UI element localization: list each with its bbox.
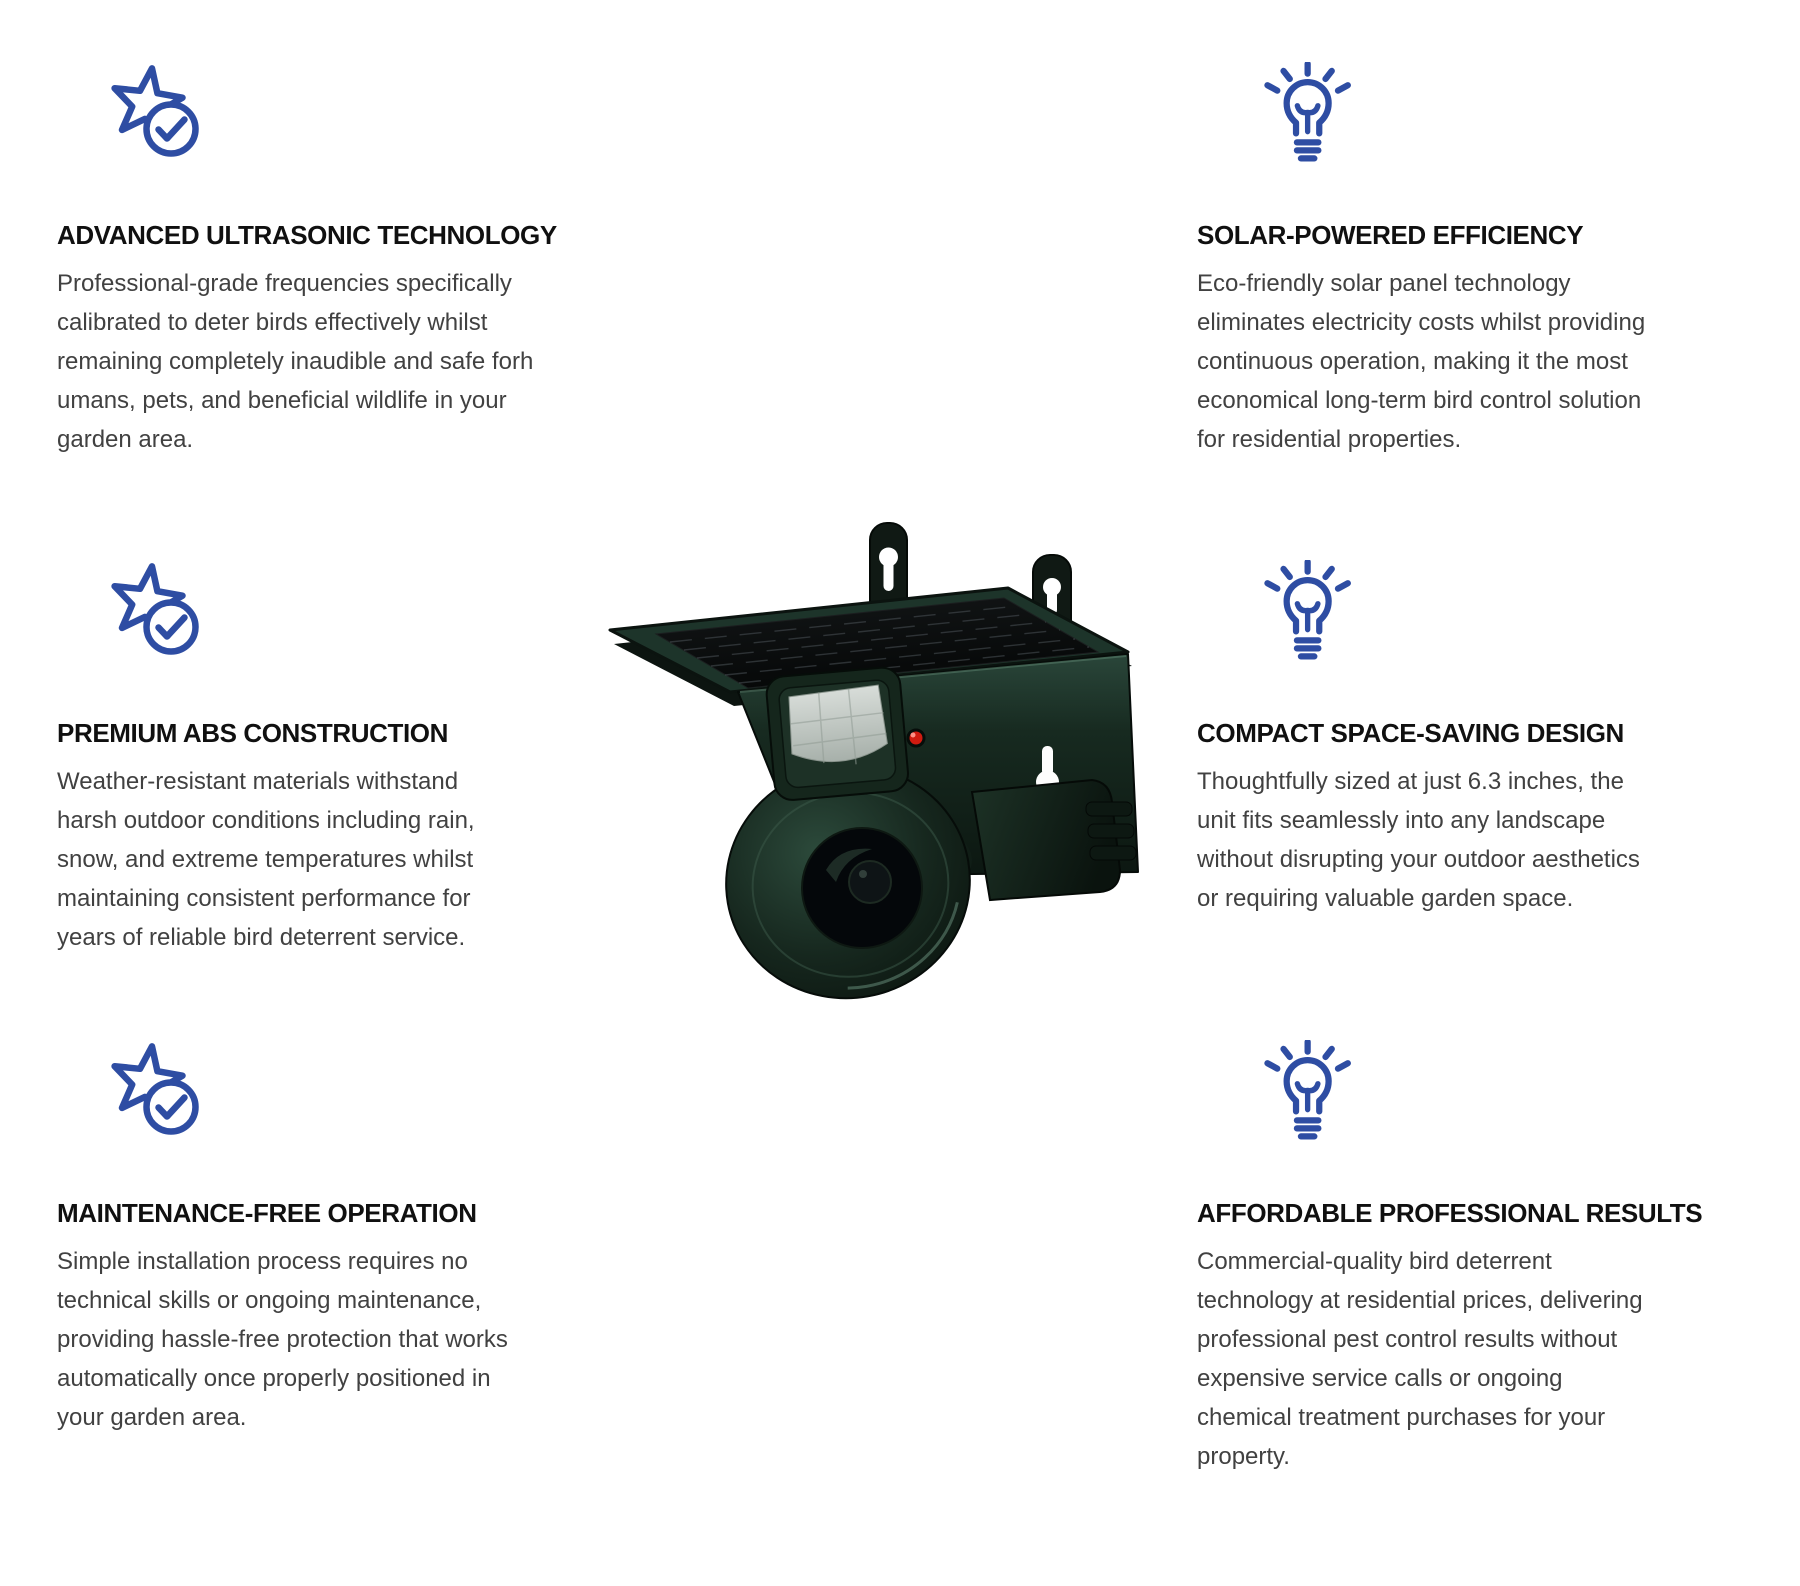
feature-advanced-ultrasonic xyxy=(57,62,617,459)
feature-title: AFFORDABLE PROFESSIONAL RESULTS xyxy=(1197,1198,1703,1228)
feature-title: ADVANCED ULTRASONIC TECHNOLOGY xyxy=(57,220,557,250)
feature-compact-design xyxy=(1197,560,1757,918)
star-check-icon xyxy=(105,1040,617,1140)
speaker-drum xyxy=(972,780,1136,900)
feature-description: Professional-grade frequencies specifically calibrated to deter birds effectively whilst remaining completely inaudible and safe forh umans, pets, and beneficial wildlife in your garden area. xyxy=(57,270,534,453)
feature-abs-construction xyxy=(57,560,617,957)
feature-solar-powered xyxy=(1197,62,1757,459)
lightbulb-icon xyxy=(1263,1040,1757,1140)
feature-maintenance-free xyxy=(57,1040,617,1437)
feature-title: MAINTENANCE-FREE OPERATION xyxy=(57,1198,477,1228)
feature-title: COMPACT SPACE-SAVING DESIGN xyxy=(1197,718,1624,748)
indicator-led xyxy=(908,730,924,746)
feature-description: Commercial-quality bird deterrent technology at residential prices, delivering professional pest control results without expensive service calls or ongoing chemical treatment purchases for your property. xyxy=(1197,1248,1643,1470)
feature-description: Simple installation process requires no technical skills or ongoing maintenance, providing hassle-free protection that works automatically once properly positioned in your garden area. xyxy=(57,1248,508,1431)
product-image xyxy=(580,430,1140,1000)
pir-motion-sensor xyxy=(765,666,909,801)
lightbulb-icon xyxy=(1263,62,1757,162)
feature-affordable-results xyxy=(1197,1040,1757,1476)
horn-cone xyxy=(802,828,922,948)
star-check-icon xyxy=(105,560,617,660)
feature-description: Eco-friendly solar panel technology eliminates electricity costs whilst providing continuous operation, making it the most economical long-term bird control solution for residential properties. xyxy=(1197,270,1646,453)
feature-description: Weather-resistant materials withstand harsh outdoor conditions including rain, snow, and extreme temperatures whilst maintaining consistent performance for years of reliable bird deterrent service. xyxy=(57,768,475,951)
feature-description: Thoughtfully sized at just 6.3 inches, the unit fits seamlessly into any landscape without disrupting your outdoor aesthetics or requiring valuable garden space. xyxy=(1197,768,1640,912)
feature-title: PREMIUM ABS CONSTRUCTION xyxy=(57,718,448,748)
lightbulb-icon xyxy=(1263,560,1757,660)
feature-title: SOLAR-POWERED EFFICIENCY xyxy=(1197,220,1584,250)
star-check-icon xyxy=(105,62,617,162)
